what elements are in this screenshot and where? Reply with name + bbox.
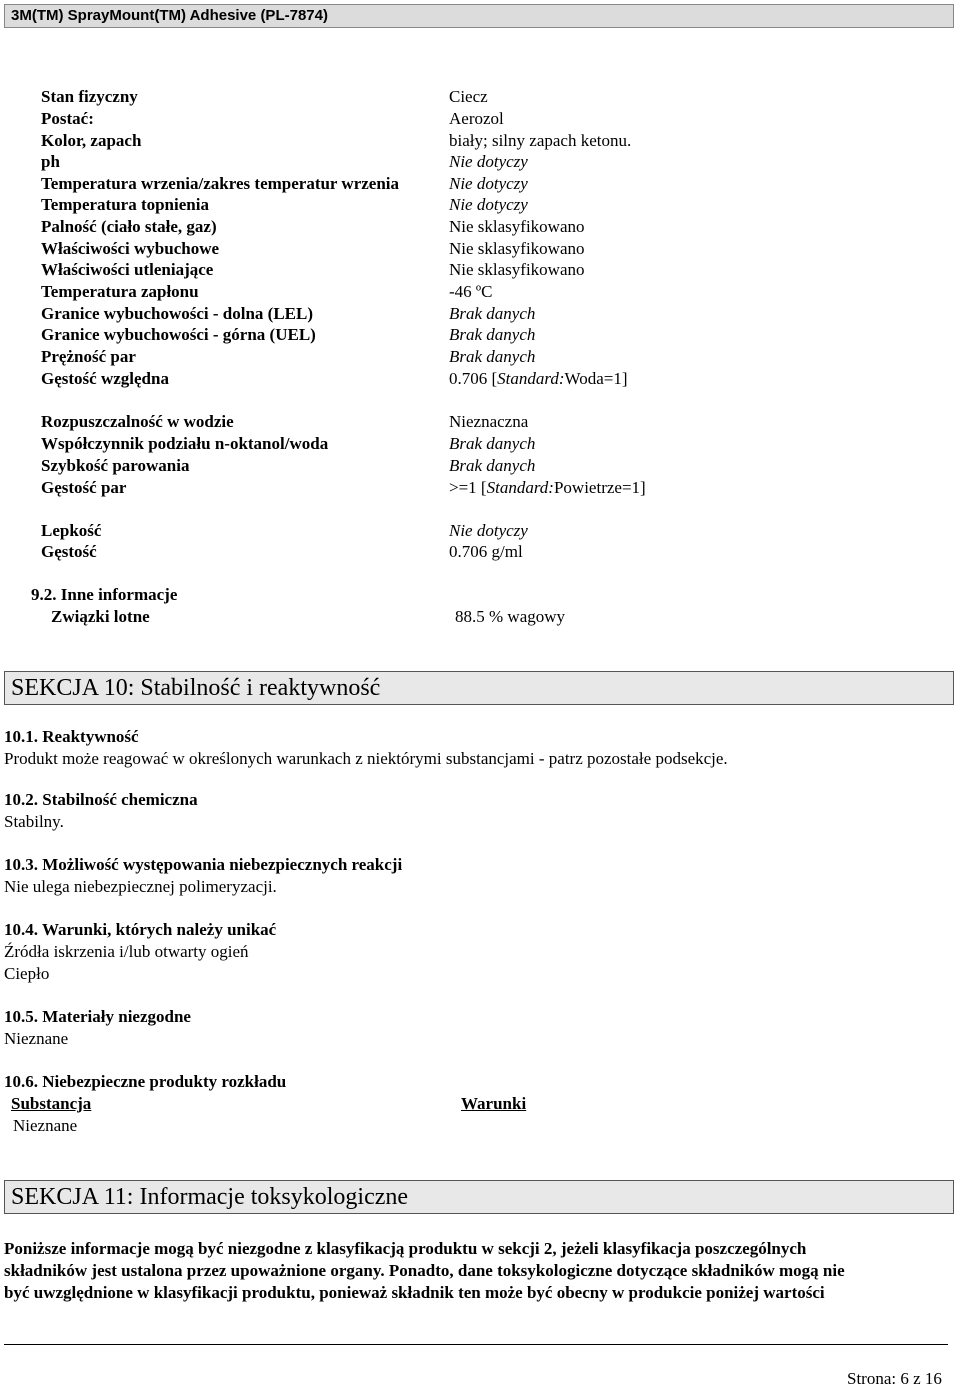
- property-row: [0, 216, 960, 238]
- table-row-substance: Nieznane: [13, 1116, 78, 1135]
- property-value: Nie sklasyfikowano: [449, 239, 585, 258]
- subsection-10-5-text: Nieznane: [4, 1029, 69, 1048]
- property-row: [0, 541, 960, 563]
- property-label: Gęstość: [41, 542, 97, 561]
- property-row: [0, 194, 960, 216]
- subsection-10-6-heading: 10.6. Niebezpieczne produkty rozkładu: [4, 1072, 287, 1091]
- subsection-10-4-item: Ciepło: [4, 964, 50, 983]
- property-value: Nie dotyczy: [449, 174, 528, 193]
- subsection-10-3-text: Nie ulega niebezpiecznej polimeryzacji.: [4, 877, 277, 896]
- property-label: Granice wybuchowości - górna (UEL): [41, 325, 316, 344]
- other-info-heading: 9.2. Inne informacje: [31, 585, 178, 604]
- subsection-10-2-text: Stabilny.: [4, 812, 64, 831]
- property-label: Stan fizyczny: [41, 87, 138, 106]
- volatile-compounds-value: 88.5 % wagowy: [455, 607, 566, 626]
- volatile-compounds-label: Związki lotne: [51, 607, 150, 626]
- property-value: Brak danych: [449, 434, 536, 453]
- section-10-title: SEKCJA 10: Stabilność i reaktywność: [4, 671, 954, 705]
- subsection-10-1-heading: 10.1. Reaktywność: [4, 727, 139, 746]
- property-label: Właściwości wybuchowe: [41, 239, 220, 258]
- property-value: Aerozol: [449, 109, 504, 128]
- property-value: Ciecz: [449, 87, 488, 106]
- property-value: Brak danych: [449, 304, 536, 323]
- property-label: Temperatura wrzenia/zakres temperatur wrzenia: [41, 174, 400, 193]
- property-row: [0, 368, 960, 390]
- property-label: Palność (ciało stałe, gaz): [41, 217, 217, 236]
- property-value: Nie sklasyfikowano: [449, 217, 585, 236]
- table-header-conditions: Warunki: [461, 1094, 527, 1113]
- section-11-paragraph-line: Poniższe informacje mogą być niezgodne z klasyfikacją produktu w sekcji 2, jeżeli klasyfikacja poszczególnych: [4, 1239, 807, 1258]
- footer-divider: [4, 1344, 948, 1345]
- property-row: [0, 455, 960, 477]
- property-row: [0, 433, 960, 455]
- property-row: [0, 259, 960, 281]
- property-value: 0.706 [Standard:Woda=1]: [449, 369, 628, 388]
- property-value: Brak danych: [449, 456, 536, 475]
- property-row: [0, 411, 960, 433]
- property-row: [0, 520, 960, 542]
- subsection-10-3-heading: 10.3. Możliwość występowania niebezpiecznych reakcji: [4, 855, 403, 874]
- property-value: Brak danych: [449, 347, 536, 366]
- property-value: Nie dotyczy: [449, 195, 528, 214]
- property-row: [0, 151, 960, 173]
- document-header: 3M(TM) SprayMount(TM) Adhesive (PL-7874): [4, 4, 954, 28]
- property-row: [0, 130, 960, 152]
- property-row: [0, 238, 960, 260]
- property-value: Nieznaczna: [449, 412, 529, 431]
- property-value: Nie dotyczy: [449, 521, 528, 540]
- property-label: Kolor, zapach: [41, 131, 142, 150]
- property-row: [0, 108, 960, 130]
- property-value: Nie dotyczy: [449, 152, 528, 171]
- section-11-paragraph-line: być uwzględnione w klasyfikacji produktu, ponieważ składnik ten może być obecny w produkcie poniżej wartości: [4, 1283, 825, 1302]
- subsection-10-5-heading: 10.5. Materiały niezgodne: [4, 1007, 191, 1026]
- property-row: [0, 281, 960, 303]
- property-value: -46 ºC: [449, 282, 493, 301]
- property-label: Gęstość par: [41, 478, 127, 497]
- property-label: Szybkość parowania: [41, 456, 190, 475]
- property-value: >=1 [Standard:Powietrze=1]: [449, 478, 646, 497]
- section-11-paragraph-line: składników jest ustalona przez upoważnione organy. Ponadto, dane toksykologiczne dotyczące składników mogą nie: [4, 1261, 845, 1280]
- property-row: [0, 324, 960, 346]
- property-value: biały; silny zapach ketonu.: [449, 131, 632, 150]
- property-label: Postać:: [41, 109, 94, 128]
- table-header-substance: Substancja: [11, 1094, 92, 1113]
- section-11-title: SEKCJA 11: Informacje toksykologiczne: [4, 1180, 954, 1214]
- property-label: Właściwości utleniające: [41, 260, 214, 279]
- subsection-10-2-heading: 10.2. Stabilność chemiczna: [4, 790, 198, 809]
- property-label: Gęstość względna: [41, 369, 169, 388]
- subsection-10-4-item: Źródła iskrzenia i/lub otwarty ogień: [4, 942, 249, 961]
- property-row: [0, 173, 960, 195]
- property-label: Prężność par: [41, 347, 136, 366]
- property-label: Granice wybuchowości - dolna (LEL): [41, 304, 314, 323]
- property-label: Temperatura topnienia: [41, 195, 209, 214]
- property-row: [0, 303, 960, 325]
- property-label: ph: [41, 152, 60, 171]
- property-label: Rozpuszczalność w wodzie: [41, 412, 234, 431]
- property-row: [0, 86, 960, 108]
- property-label: Lepkość: [41, 521, 102, 540]
- property-value: 0.706 g/ml: [449, 542, 523, 561]
- property-label: Współczynnik podziału n-oktanol/woda: [41, 434, 329, 453]
- property-label: Temperatura zapłonu: [41, 282, 199, 301]
- property-value: Brak danych: [449, 325, 536, 344]
- property-row: [0, 477, 960, 499]
- property-value: Nie sklasyfikowano: [449, 260, 585, 279]
- subsection-10-4-heading: 10.4. Warunki, których należy unikać: [4, 920, 277, 939]
- subsection-10-1-text: Produkt może reagować w określonych warunkach z niektórymi substancjami - patrz pozostałe podsekcje.: [4, 749, 728, 768]
- page-number: Strona: 6 z 16: [847, 1369, 942, 1388]
- property-row: [0, 346, 960, 368]
